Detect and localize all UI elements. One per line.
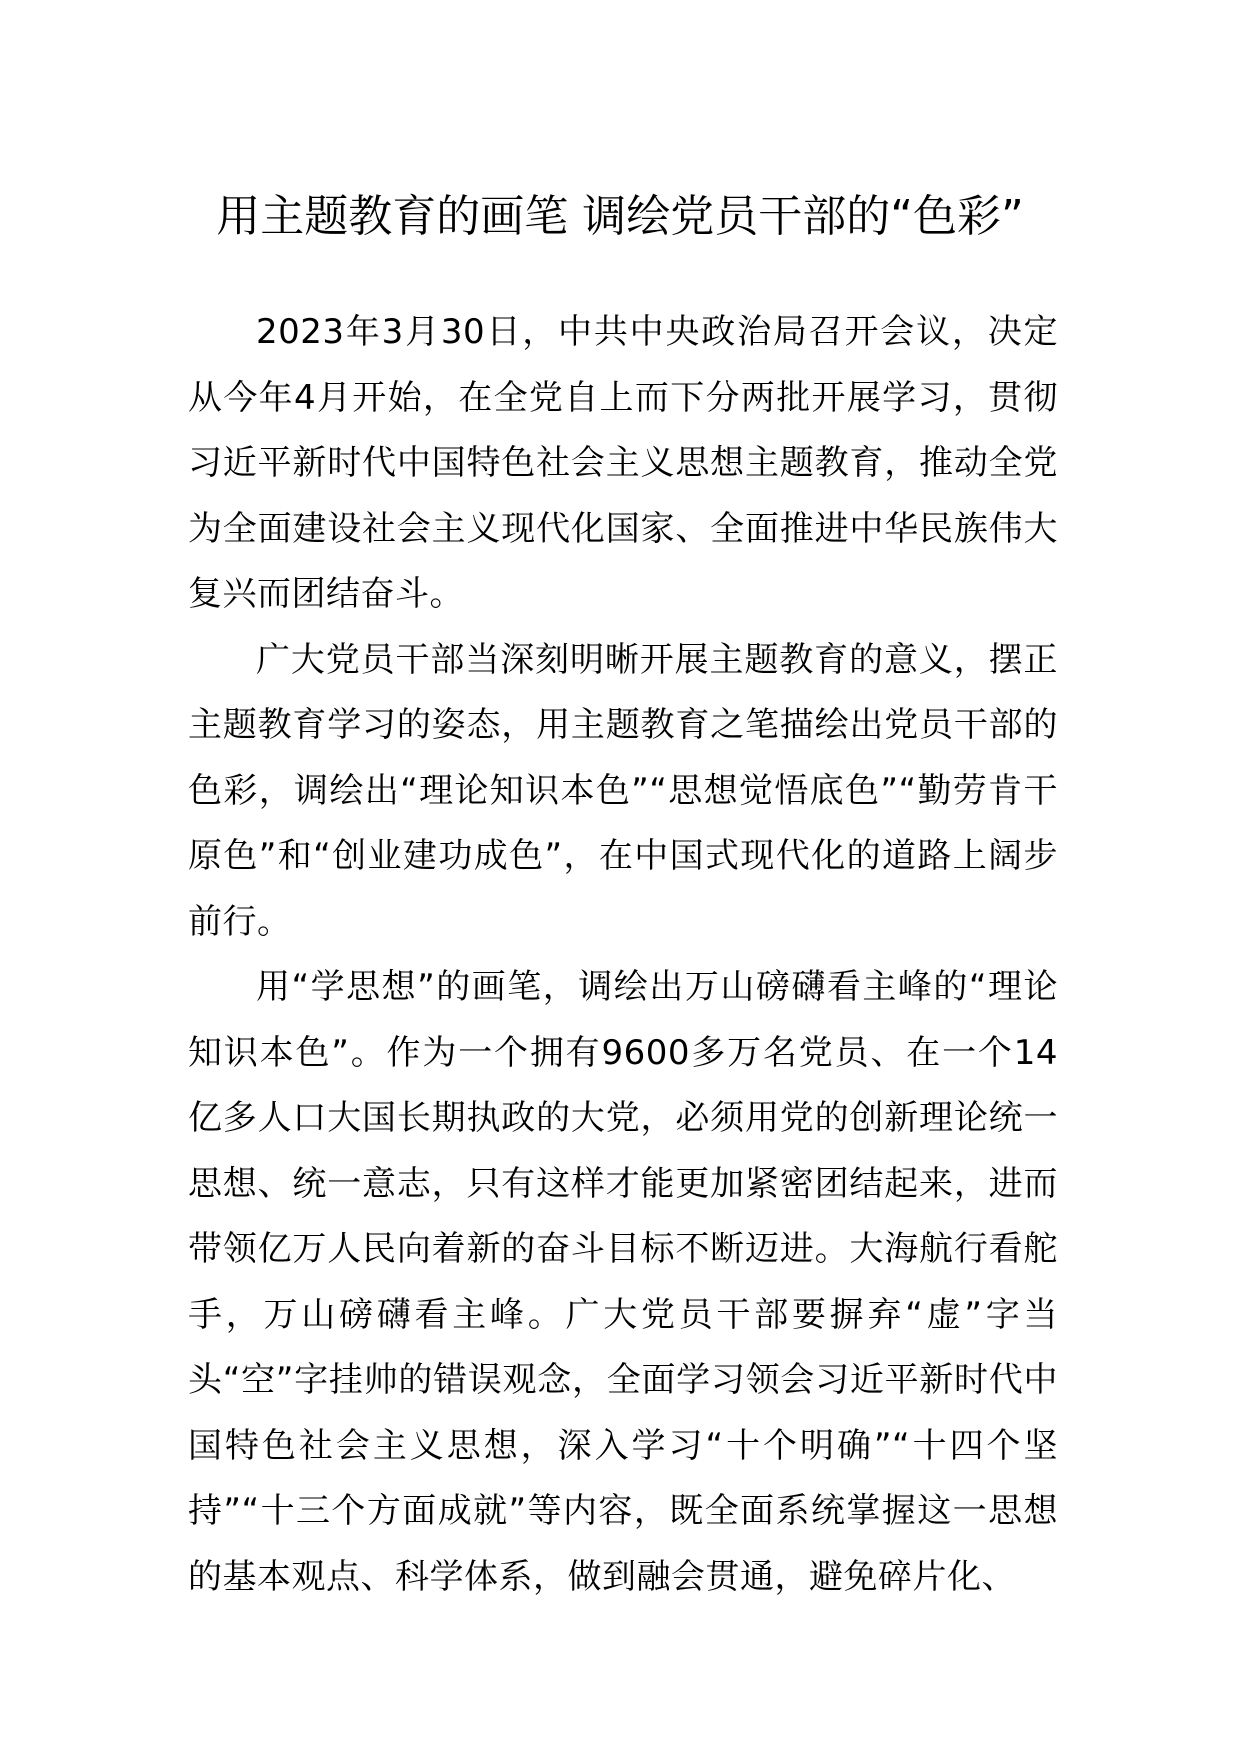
document-title: 用主题教育的画笔 调绘党员干部的“色彩” <box>216 191 1024 243</box>
paragraph-3: 用“学思想”的画笔，调绘出万山磅礴看主峰的“理论知识本色”。作为一个拥有9600多万名党员、在一个14亿多人口大国长期执政的大党，必须用党的创新理论统一思想、统一意志，只有这样才能更加紧密团结起来，进而带领亿万人民向着新的奋斗目标不断迈进。大海航行看舵手，万山磅礴看主峰。广大党员干部要摒弃“虚”字当头“空”字挂帅的错误观念，全面学习领会习近平新时代中国特色社会主义思想，深入学习“十个明确”“十四个坚持”“十三个方面成就”等内容，既全面系统掌握这一思想的基本观点、科学体系，做到融会贯通，避免碎片化、 <box>188 967 1058 1597</box>
paragraph-1: 2023年3月30日，中共中央政治局召开会议，决定从今年4月开始，在全党自上而下分两批开展学习，贯彻习近平新时代中国特色社会主义思想主题教育，推动全党为全面建设社会主义现代化国家、全面推进中华民族伟大复兴而团结奋斗。 <box>188 312 1058 614</box>
document-body <box>188 300 1058 1610</box>
paragraph-2: 广大党员干部当深刻明晰开展主题教育的意义，摆正主题教育学习的姿态，用主题教育之笔描绘出党员干部的色彩，调绘出“理论知识本色”“思想觉悟底色”“勤劳肯干原色”和“创业建功成色”，在中国式现代化的道路上阔步前行。 <box>188 639 1058 942</box>
